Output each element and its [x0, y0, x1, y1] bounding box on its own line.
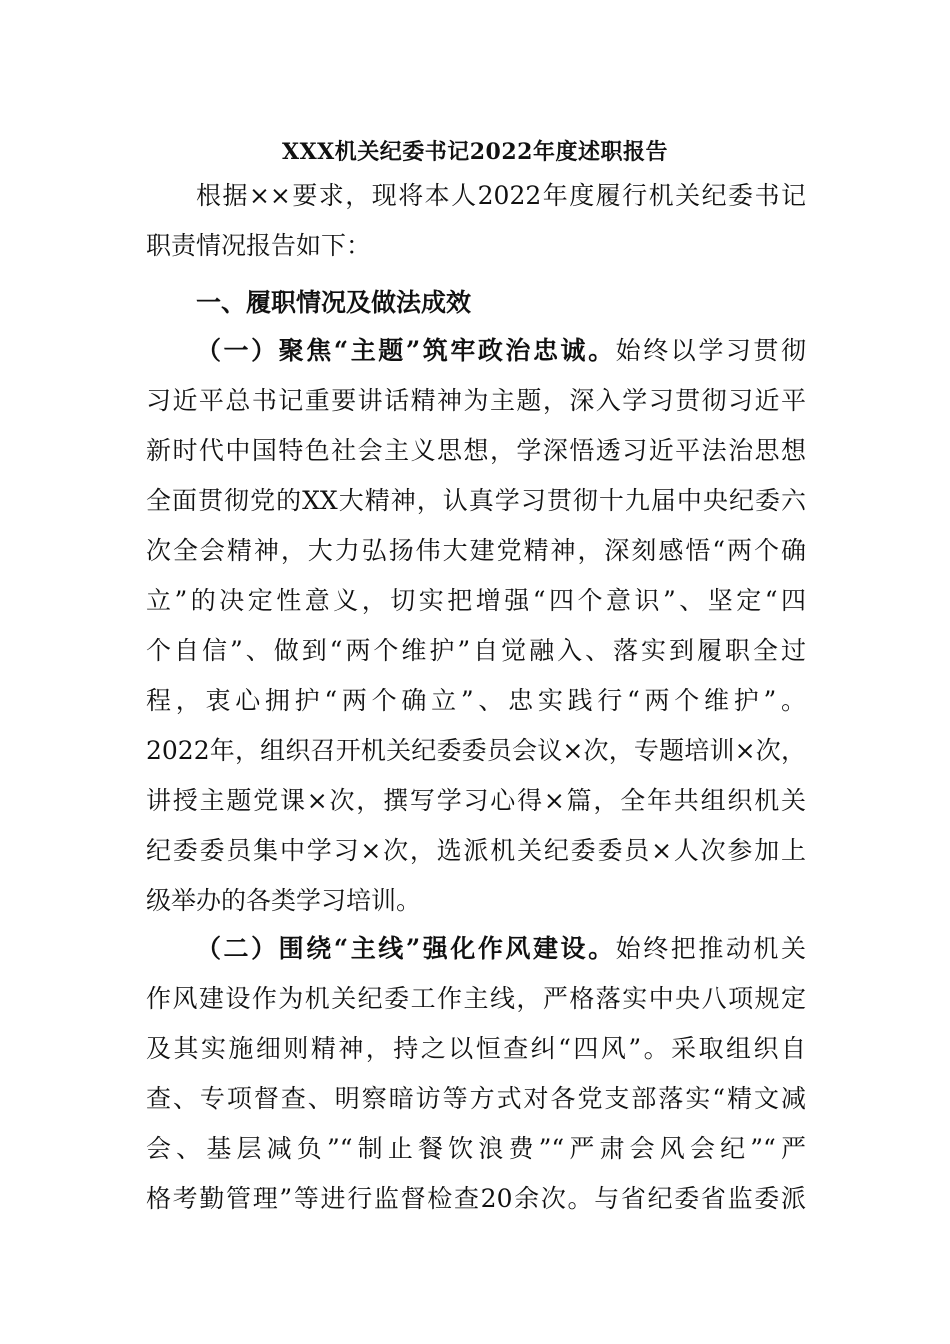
intro-line-2: 职责情况报告如下： [146, 231, 372, 260]
para1-line: 次全会精神，大力弘扬伟大建党精神，深刻感悟“两个确 [146, 536, 806, 565]
para2-first-line-rest: 始终把推动机关 [615, 934, 806, 963]
para1-line: 习近平总书记重要讲话精神为主题，深入学习贯彻习近平 [146, 386, 806, 415]
para2-line: 查、专项督查、明察暗访等方式对各党支部落实“精文减 [146, 1084, 806, 1113]
para2-line: 格考勤管理”等进行监督检查20余次。与省纪委省监委派 [146, 1184, 806, 1213]
para1-line: 全面贯彻党的XX大精神，认真学习贯彻十九届中央纪委六 [146, 486, 806, 515]
para1-heading: （一）聚焦“主题”筑牢政治忠诚。 [196, 336, 616, 365]
para1-first-line-rest: 始终以学习贯彻 [615, 336, 806, 365]
section-heading: 一、履职情况及做法成效 [196, 288, 472, 317]
intro-line-1: 根据××要求，现将本人2022年度履行机关纪委书记 [196, 181, 806, 210]
para2-line: 会、基层减负”“制止餐饮浪费”“严肃会风会纪”“严 [146, 1134, 806, 1163]
para1-line: 纪委委员集中学习×次，选派机关纪委委员×人次参加上 [146, 836, 806, 865]
para1-line: 立”的决定性意义，切实把增强“四个意识”、坚定“四 [146, 586, 806, 615]
para1-line: 讲授主题党课×次，撰写学习心得×篇，全年共组织机关 [146, 786, 806, 815]
para1-line: 程，衷心拥护“两个确立”、忠实践行“两个维护”。 [146, 686, 806, 715]
para2-heading: （二）围绕“主线”强化作风建设。 [196, 934, 616, 963]
para1-line: 新时代中国特色社会主义思想，学深悟透习近平法治思想 [146, 436, 806, 465]
para2-first-line [196, 924, 806, 974]
para1-line: 个自信”、做到“两个维护”自觉融入、落实到履职全过 [146, 636, 806, 665]
document-title: XXX机关纪委书记2022年度述职报告 [282, 139, 668, 165]
para1-line: 级举办的各类学习培训。 [146, 886, 422, 915]
para1-line: 2022年，组织召开机关纪委委员会议×次，专题培训×次， [146, 736, 806, 765]
para2-line: 及其实施细则精神，持之以恒查纠“四风”。采取组织自 [146, 1034, 806, 1063]
para1-first-line [196, 326, 806, 376]
para2-line: 作风建设作为机关纪委工作主线，严格落实中央八项规定 [146, 984, 806, 1013]
